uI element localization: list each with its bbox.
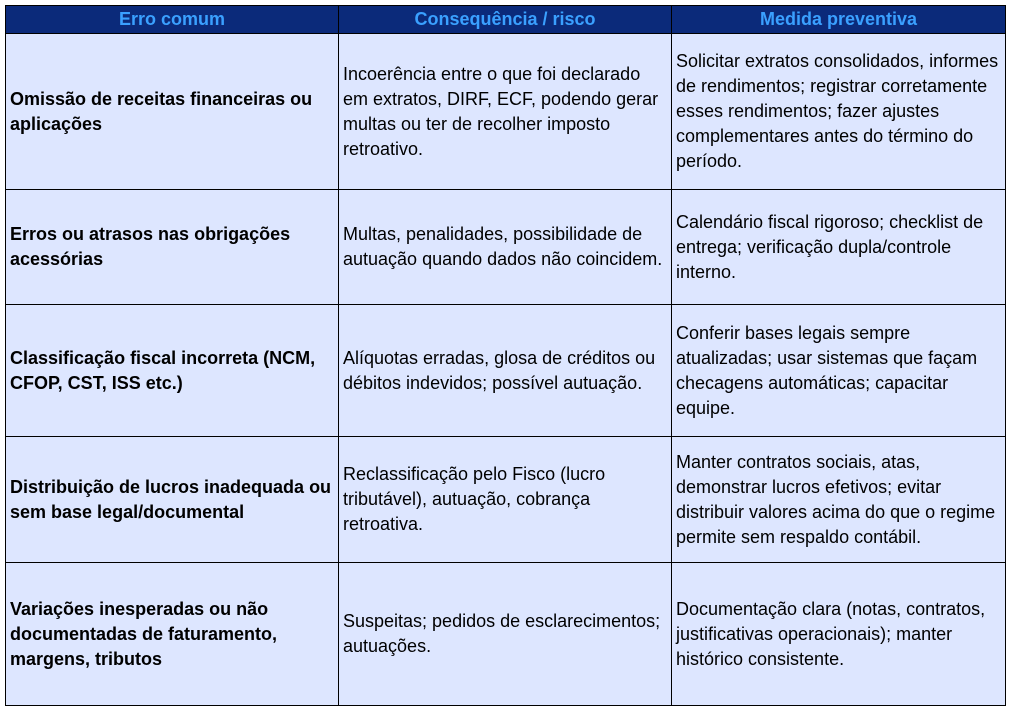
prevention-cell: Calendário fiscal rigoroso; checklist de entrega; verificação dupla/controle interno. xyxy=(672,190,1006,305)
table-row xyxy=(6,305,1006,437)
error-cell: Omissão de receitas financeiras ou aplicações xyxy=(6,34,339,190)
consequence-cell: Incoerência entre o que foi declarado em extratos, DIRF, ECF, podendo gerar multas ou ter de recolher imposto retroativo. xyxy=(339,34,672,190)
prevention-cell: Documentação clara (notas, contratos, justificativas operacionais); manter histórico consistente. xyxy=(672,563,1006,706)
prevention-cell: Manter contratos sociais, atas, demonstrar lucros efetivos; evitar distribuir valores acima do que o regime permite sem respaldo contábil. xyxy=(672,437,1006,563)
consequence-cell: Reclassificação pelo Fisco (lucro tributável), autuação, cobrança retroativa. xyxy=(339,437,672,563)
table-container xyxy=(5,5,1006,706)
table-row xyxy=(6,563,1006,706)
consequence-cell: Alíquotas erradas, glosa de créditos ou débitos indevidos; possível autuação. xyxy=(339,305,672,437)
consequence-cell: Multas, penalidades, possibilidade de autuação quando dados não coincidem. xyxy=(339,190,672,305)
header-row xyxy=(6,6,1006,34)
prevention-cell: Solicitar extratos consolidados, informes de rendimentos; registrar corretamente esses rendimentos; fazer ajustes complementares antes do término do período. xyxy=(672,34,1006,190)
table-row xyxy=(6,437,1006,563)
header-prevention: Medida preventiva xyxy=(672,6,1006,34)
table-row xyxy=(6,34,1006,190)
prevention-cell: Conferir bases legais sempre atualizadas; usar sistemas que façam checagens automáticas; capacitar equipe. xyxy=(672,305,1006,437)
error-cell: Erros ou atrasos nas obrigações acessórias xyxy=(6,190,339,305)
header-consequence: Consequência / risco xyxy=(339,6,672,34)
tax-errors-table xyxy=(5,5,1006,706)
consequence-cell: Suspeitas; pedidos de esclarecimentos; autuações. xyxy=(339,563,672,706)
header-error: Erro comum xyxy=(6,6,339,34)
table-row xyxy=(6,190,1006,305)
error-cell: Classificação fiscal incorreta (NCM, CFOP, CST, ISS etc.) xyxy=(6,305,339,437)
error-cell: Variações inesperadas ou não documentadas de faturamento, margens, tributos xyxy=(6,563,339,706)
error-cell: Distribuição de lucros inadequada ou sem base legal/documental xyxy=(6,437,339,563)
